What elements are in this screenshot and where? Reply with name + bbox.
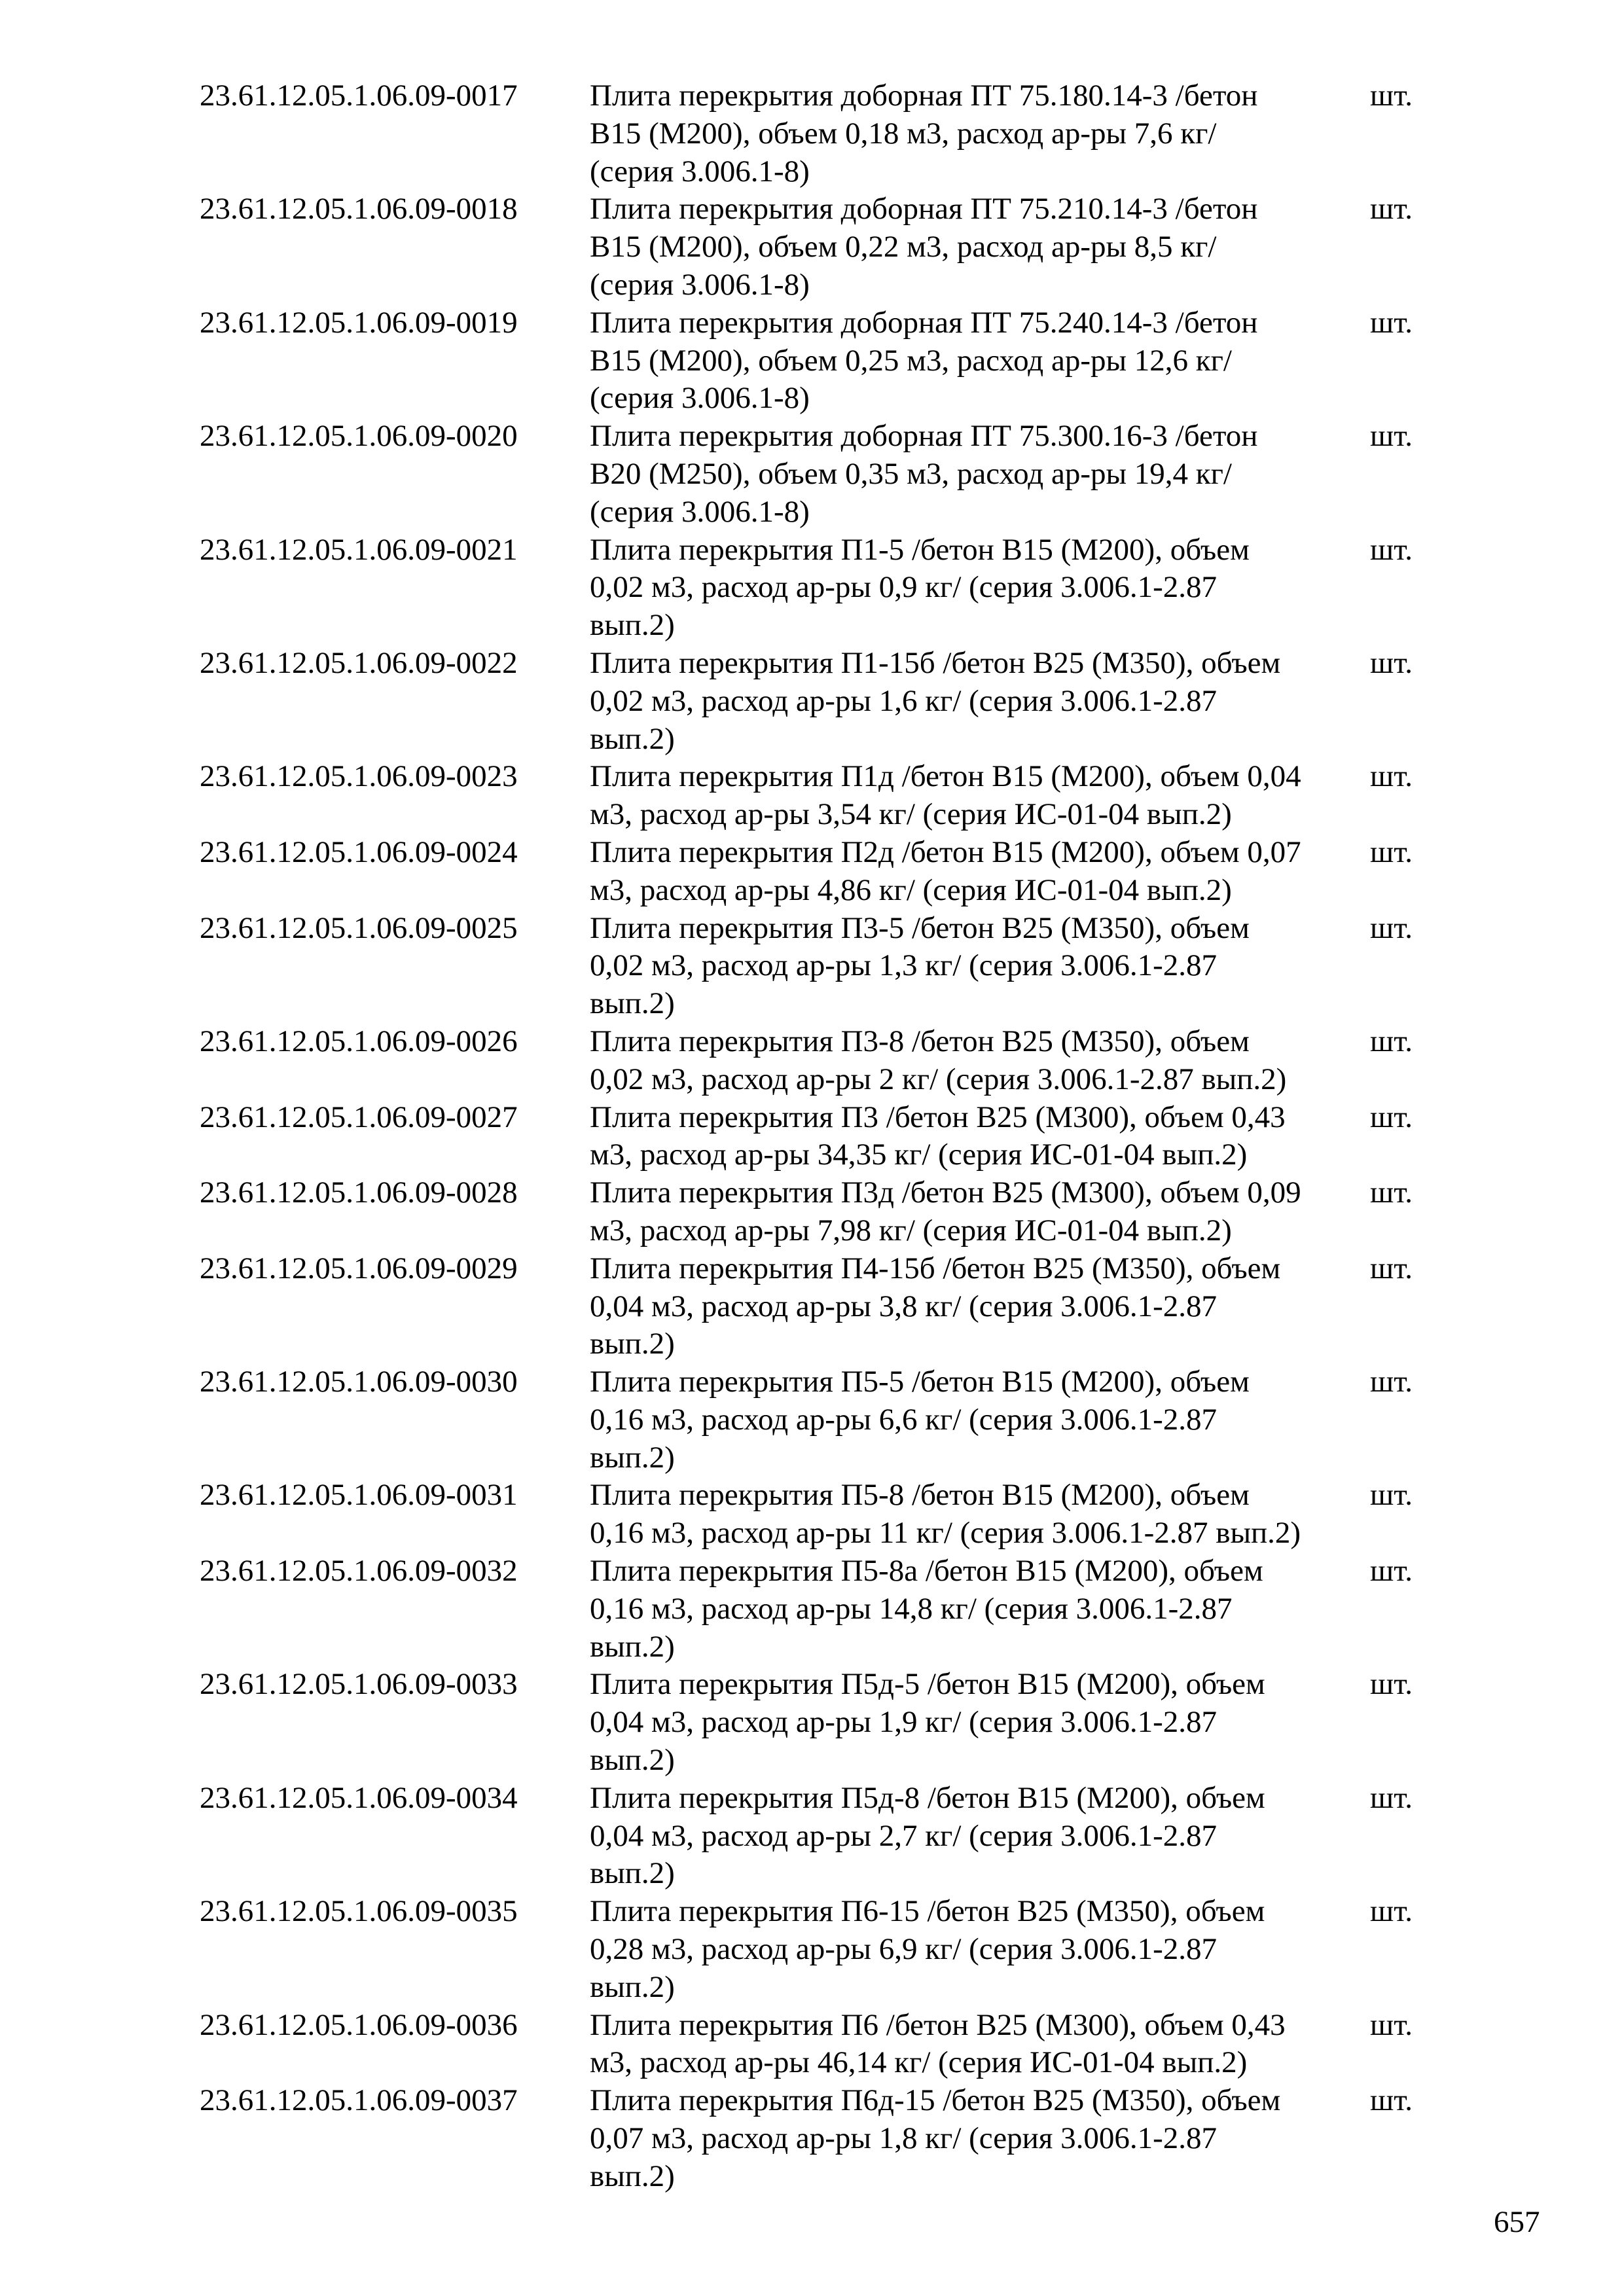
item-description <box>590 1780 1365 1893</box>
list-item <box>200 1666 1443 1779</box>
item-unit: шт. <box>1370 192 1413 226</box>
item-description <box>590 77 1365 190</box>
description-line: м3, расход ар-ры 3,54 кг/ (серия ИС-01-04 вып.2) <box>590 797 1232 832</box>
item-unit: шт. <box>1370 1365 1413 1399</box>
description-line: Плита перекрытия П6 /бетон В25 (М300), объем 0,43 <box>590 2007 1286 2042</box>
description-line: вып.2) <box>590 1440 675 1475</box>
list-item <box>200 2082 1443 2195</box>
item-code: 23.61.12.05.1.06.09-0028 <box>200 1175 518 1210</box>
description-line: м3, расход ар-ры 4,86 кг/ (серия ИС-01-04 вып.2) <box>590 872 1232 907</box>
description-line: 0,02 м3, расход ар-ры 1,6 кг/ (серия 3.006.1-2.87 <box>590 683 1217 718</box>
description-line: Плита перекрытия П3д /бетон В25 (М300), объем 0,09 <box>590 1175 1301 1210</box>
description-line: Плита перекрытия доборная ПТ 75.300.16-3 /бетон <box>590 419 1258 454</box>
description-line: (серия 3.006.1-8) <box>590 494 810 529</box>
description-line: 0,16 м3, расход ар-ры 11 кг/ (серия 3.006.1-2.87 вып.2) <box>590 1516 1301 1551</box>
list-item <box>200 1780 1443 1893</box>
item-description <box>590 190 1365 304</box>
item-code: 23.61.12.05.1.06.09-0020 <box>200 419 518 454</box>
page-number: 657 <box>1494 2205 1540 2239</box>
description-line: вып.2) <box>590 608 675 643</box>
description-line: вып.2) <box>590 721 675 756</box>
description-line: 0,04 м3, расход ар-ры 1,9 кг/ (серия 3.006.1-2.87 <box>590 1705 1217 1740</box>
list-item <box>200 1552 1443 1666</box>
item-description <box>590 1893 1365 2006</box>
description-line: 0,02 м3, расход ар-ры 1,3 кг/ (серия 3.006.1-2.87 <box>590 948 1217 983</box>
list-item <box>200 834 1443 910</box>
list-item <box>200 77 1443 190</box>
description-line: Плита перекрытия доборная ПТ 75.210.14-3 /бетон <box>590 192 1258 226</box>
item-code: 23.61.12.05.1.06.09-0029 <box>200 1251 518 1285</box>
list-item <box>200 1250 1443 1363</box>
description-line: Плита перекрытия П6-15 /бетон В25 (М350), объем <box>590 1894 1265 1929</box>
item-code: 23.61.12.05.1.06.09-0036 <box>200 2007 518 2042</box>
item-unit: шт. <box>1370 910 1413 945</box>
description-line: Плита перекрытия П1-15б /бетон В25 (М350), объем <box>590 645 1281 680</box>
list-item <box>200 304 1443 418</box>
item-code: 23.61.12.05.1.06.09-0034 <box>200 1780 518 1815</box>
item-unit: шт. <box>1370 1024 1413 1058</box>
item-description <box>590 834 1365 910</box>
item-code: 23.61.12.05.1.06.09-0022 <box>200 645 518 680</box>
item-code: 23.61.12.05.1.06.09-0030 <box>200 1365 518 1399</box>
list-item <box>200 1174 1443 1250</box>
description-line: Плита перекрытия П5д-8 /бетон В15 (М200), объем <box>590 1780 1265 1815</box>
description-line: Плита перекрытия П2д /бетон В15 (М200), объем 0,07 <box>590 834 1301 869</box>
item-code: 23.61.12.05.1.06.09-0027 <box>200 1100 518 1134</box>
description-line: Плита перекрытия П5д-5 /бетон В15 (М200), объем <box>590 1667 1265 1702</box>
list-item <box>200 2007 1443 2083</box>
description-line: вып.2) <box>590 1629 675 1664</box>
item-description <box>590 1099 1365 1175</box>
description-line: 0,28 м3, расход ар-ры 6,9 кг/ (серия 3.006.1-2.87 <box>590 1932 1217 1967</box>
item-description <box>590 1363 1365 1477</box>
item-description <box>590 1174 1365 1250</box>
list-item <box>200 645 1443 758</box>
item-unit: шт. <box>1370 305 1413 340</box>
item-description <box>590 304 1365 418</box>
description-line: В15 (М200), объем 0,22 м3, расход ар-ры 8,5 кг/ <box>590 230 1217 264</box>
description-line: м3, расход ар-ры 46,14 кг/ (серия ИС-01-04 вып.2) <box>590 2045 1248 2080</box>
item-description <box>590 645 1365 758</box>
item-unit: шт. <box>1370 2007 1413 2042</box>
item-unit: шт. <box>1370 1100 1413 1134</box>
item-description <box>590 758 1365 834</box>
description-line: 0,07 м3, расход ар-ры 1,8 кг/ (серия 3.006.1-2.87 <box>590 2121 1217 2156</box>
list-item <box>200 531 1443 645</box>
description-line: Плита перекрытия доборная ПТ 75.180.14-3 /бетон <box>590 79 1258 113</box>
description-line: вып.2) <box>590 2159 675 2193</box>
description-line: Плита перекрытия П3-8 /бетон В25 (М350), объем <box>590 1024 1250 1058</box>
description-line: Плита перекрытия П3 /бетон В25 (М300), объем 0,43 <box>590 1100 1286 1134</box>
description-line: Плита перекрытия доборная ПТ 75.240.14-3 /бетон <box>590 305 1258 340</box>
list-item <box>200 190 1443 304</box>
item-unit: шт. <box>1370 2083 1413 2118</box>
item-description <box>590 2082 1365 2195</box>
item-unit: шт. <box>1370 79 1413 113</box>
description-line: Плита перекрытия П6д-15 /бетон В25 (М350), объем <box>590 2083 1281 2118</box>
list-item <box>200 1023 1443 1099</box>
item-code: 23.61.12.05.1.06.09-0031 <box>200 1478 518 1513</box>
description-line: 0,02 м3, расход ар-ры 0,9 кг/ (серия 3.006.1-2.87 <box>590 570 1217 605</box>
item-code: 23.61.12.05.1.06.09-0017 <box>200 79 518 113</box>
description-line: м3, расход ар-ры 7,98 кг/ (серия ИС-01-04 вып.2) <box>590 1213 1232 1247</box>
description-line: вып.2) <box>590 1969 675 2004</box>
description-line: Плита перекрытия П3-5 /бетон В25 (М350), объем <box>590 910 1250 945</box>
description-line: В20 (М250), объем 0,35 м3, расход ар-ры 19,4 кг/ <box>590 456 1232 491</box>
item-unit: шт. <box>1370 1667 1413 1702</box>
list-item <box>200 1363 1443 1477</box>
item-description <box>590 1477 1365 1552</box>
item-code: 23.61.12.05.1.06.09-0019 <box>200 305 518 340</box>
description-line: (серия 3.006.1-8) <box>590 267 810 302</box>
list-item <box>200 758 1443 834</box>
item-code: 23.61.12.05.1.06.09-0021 <box>200 532 518 567</box>
description-line: 0,04 м3, расход ар-ры 2,7 кг/ (серия 3.006.1-2.87 <box>590 1818 1217 1853</box>
item-description <box>590 1250 1365 1363</box>
item-unit: шт. <box>1370 1478 1413 1513</box>
entries-list <box>200 77 1443 2196</box>
description-line: 0,02 м3, расход ар-ры 2 кг/ (серия 3.006.1-2.87 вып.2) <box>590 1062 1287 1096</box>
item-code: 23.61.12.05.1.06.09-0024 <box>200 834 518 869</box>
item-code: 23.61.12.05.1.06.09-0023 <box>200 759 518 794</box>
list-item <box>200 418 1443 531</box>
item-code: 23.61.12.05.1.06.09-0025 <box>200 910 518 945</box>
item-unit: шт. <box>1370 1780 1413 1815</box>
description-line: Плита перекрытия П5-8а /бетон В15 (М200), объем <box>590 1554 1263 1588</box>
description-line: В15 (М200), объем 0,18 м3, расход ар-ры 7,6 кг/ <box>590 116 1217 151</box>
item-unit: шт. <box>1370 759 1413 794</box>
description-line: Плита перекрытия П4-15б /бетон В25 (М350), объем <box>590 1251 1281 1285</box>
item-unit: шт. <box>1370 419 1413 454</box>
description-line: Плита перекрытия П5-8 /бетон В15 (М200), объем <box>590 1478 1250 1513</box>
item-description <box>590 531 1365 645</box>
item-code: 23.61.12.05.1.06.09-0032 <box>200 1554 518 1588</box>
item-description <box>590 1023 1365 1099</box>
description-line: В15 (М200), объем 0,25 м3, расход ар-ры 12,6 кг/ <box>590 343 1232 378</box>
item-code: 23.61.12.05.1.06.09-0018 <box>200 192 518 226</box>
item-unit: шт. <box>1370 1175 1413 1210</box>
description-line: (серия 3.006.1-8) <box>590 154 810 188</box>
description-line: вып.2) <box>590 1743 675 1778</box>
item-unit: шт. <box>1370 1894 1413 1929</box>
item-unit: шт. <box>1370 532 1413 567</box>
description-line: (серия 3.006.1-8) <box>590 381 810 416</box>
description-line: 0,16 м3, расход ар-ры 6,6 кг/ (серия 3.006.1-2.87 <box>590 1402 1217 1437</box>
item-unit: шт. <box>1370 1554 1413 1588</box>
item-unit: шт. <box>1370 834 1413 869</box>
description-line: вып.2) <box>590 986 675 1021</box>
description-line: Плита перекрытия П5-5 /бетон В15 (М200), объем <box>590 1365 1250 1399</box>
item-code: 23.61.12.05.1.06.09-0037 <box>200 2083 518 2118</box>
list-item <box>200 1099 1443 1175</box>
item-code: 23.61.12.05.1.06.09-0035 <box>200 1894 518 1929</box>
description-line: вып.2) <box>590 1856 675 1891</box>
list-item <box>200 910 1443 1023</box>
item-code: 23.61.12.05.1.06.09-0033 <box>200 1667 518 1702</box>
item-description <box>590 1666 1365 1779</box>
description-line: вып.2) <box>590 1327 675 1361</box>
description-line: Плита перекрытия П1-5 /бетон В15 (М200), объем <box>590 532 1250 567</box>
list-item <box>200 1893 1443 2006</box>
item-description <box>590 1552 1365 1666</box>
item-description <box>590 418 1365 531</box>
description-line: 0,16 м3, расход ар-ры 14,8 кг/ (серия 3.006.1-2.87 <box>590 1591 1233 1626</box>
list-item <box>200 1477 1443 1552</box>
item-description <box>590 910 1365 1023</box>
description-line: 0,04 м3, расход ар-ры 3,8 кг/ (серия 3.006.1-2.87 <box>590 1289 1217 1323</box>
description-line: Плита перекрытия П1д /бетон В15 (М200), объем 0,04 <box>590 759 1301 794</box>
description-line: м3, расход ар-ры 34,35 кг/ (серия ИС-01-04 вып.2) <box>590 1138 1248 1172</box>
item-code: 23.61.12.05.1.06.09-0026 <box>200 1024 518 1058</box>
item-unit: шт. <box>1370 1251 1413 1285</box>
item-unit: шт. <box>1370 645 1413 680</box>
item-description <box>590 2007 1365 2083</box>
